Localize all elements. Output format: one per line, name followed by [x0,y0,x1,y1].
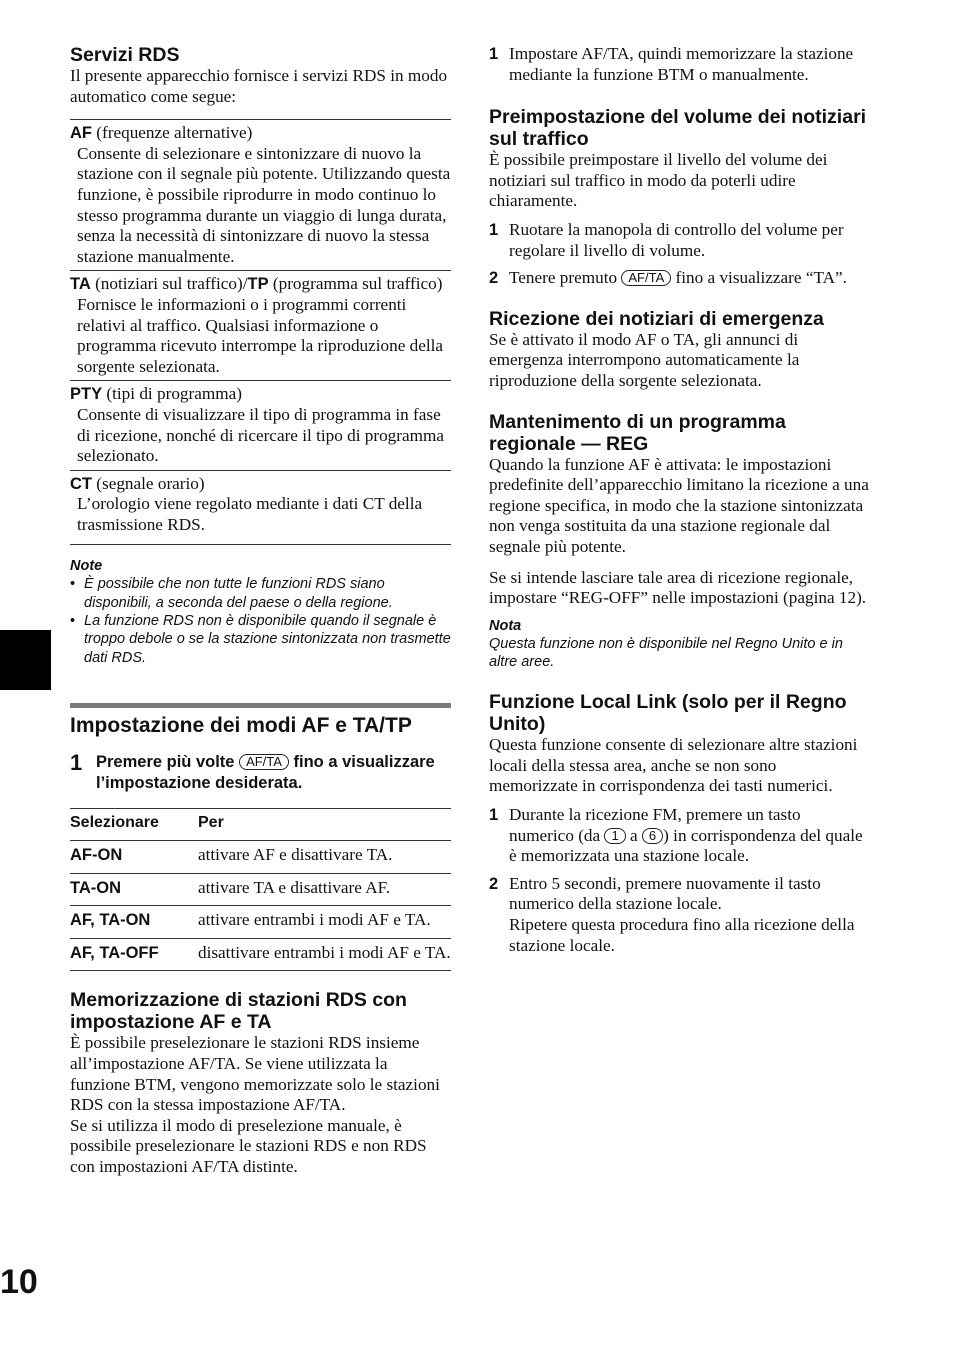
term-af: AF [70,124,92,143]
term-af-rest: (frequenze alternative) [92,123,253,143]
desc-ct: L’orologio viene regolato mediante i dati CT della trasmissione RDS. [77,494,423,534]
mantenimento-p1: Quando la funzione AF è attivata: le impostazioni predefinite dell’apparecchio limitano la ricezione a una regione specifica, in modo che la stazione sintonizzata non venga sostituita da una stazione regionale dal segnale più potente. [489,454,869,556]
note-item: • La funzione RDS non è disponibile quando il segnale è troppo debole o se la stazione sintonizzata non trasmette dati RDS. [70,612,451,667]
preimpostazione-step-2 [489,268,869,289]
section-title-servizi: Servizi RDS [70,44,180,66]
term-ta: TA [70,275,91,294]
section-title-mantenimento: Mantenimento di un programma regionale — REG [489,410,786,455]
servizi-intro: Il presente apparecchio fornisce i servizi RDS in modo automatico come segue: [70,66,448,106]
section-title-preimpostazione: Preimpostazione del volume dei notiziari sul traffico [489,106,867,151]
note-text: Questa funzione non è disponibile nel Regno Unito e in altre aree. [489,635,843,670]
desc-pty: Consente di visualizzare il tipo di programma in fase di ricezione, nonché di ricercare il tipo di programma selezionato. [77,404,444,466]
section-divider [70,703,451,738]
section-title-ricezione: Ricezione dei notiziari di emergenza [489,307,824,330]
term-pty: PTY [70,385,103,404]
step-number: 1 [70,749,83,775]
preimpostazione-step-1 [489,220,869,261]
table-row [70,840,451,873]
memorizzazione-p2: Se si utilizza il modo di preselezione manuale, è possibile preselezionare le stazioni RDS e non RDS con impostazioni AF/TA distinte. [70,1115,427,1176]
term-tp: TP [247,275,269,294]
step-number: 2 [489,269,499,288]
step-text-post: fino a visualizzare l’impostazione desiderata. [96,752,435,792]
af-ta-key: AF/TA [621,270,671,286]
number-key-1: 1 [604,828,625,844]
local-link-intro: Questa funzione consente di selezionare altre stazioni locali della stessa area, anche se non sono memorizzate in corrispondenza dei tasti numerici. [489,735,858,796]
def-ct [70,470,451,546]
settings-table [70,808,451,971]
table-cell: TA-ON [70,873,198,906]
step-text-pre: Premere più volte [96,752,240,771]
term-pty-rest: (tipi di programma) [102,384,242,404]
desc-ta-tp: Fornisce le informazioni o i programmi correnti relativi al traffico. Qualsiasi informazione o programma ricevuto interrompe la riproduzione della sorgente selezionata. [77,294,444,376]
table-cell: AF-ON [70,840,198,873]
step-text [509,874,869,956]
step-text [96,752,451,794]
step-text-post: fino a visualizzare “TA”. [671,268,847,288]
term-ct-rest: (segnale orario) [92,473,205,493]
side-tab-marker [0,630,51,690]
section-title-impostazione: Impostazione dei modi AF e TA/TP [70,713,412,737]
step-text: Impostare AF/TA, quindi memorizzare la stazione mediante la funzione BTM o manualmente. [509,44,854,84]
step-text-post: ) in corrispondenza del quale è memorizzata una stazione locale. [509,825,863,866]
step-text-pre: Tenere premuto [509,268,622,288]
store-step [489,44,869,85]
step-text-main: Entro 5 secondi, premere nuovamente il tasto numerico della stazione locale. [509,873,821,914]
def-pty [70,380,451,466]
impostazione-step [70,749,451,794]
table-cell: attivare TA e disattivare AF. [198,873,451,906]
step-number: 1 [489,45,499,63]
right-column [489,44,869,956]
step-text [509,805,869,867]
def-ta-tp [70,270,451,377]
table-header: Selezionare [70,808,198,840]
af-ta-key: AF/TA [239,754,289,770]
table-header-row [70,808,451,840]
preimpostazione-intro: È possibile preimpostare il livello del volume dei notiziari sul traffico in modo da poterli udire chiaramente. [489,150,828,211]
note-list [70,575,451,666]
term-ct: CT [70,474,92,493]
def-af [70,119,451,267]
page-number: 10 [0,1263,38,1301]
ricezione-text: Se è attivato il modo AF o TA, gli annunci di emergenza interrompono automaticamente la riproduzione della sorgente selezionata. [489,329,800,390]
table-cell: disattivare entrambi i modi AF e TA. [198,938,451,971]
mantenimento-p2: Se si intende lasciare tale area di ricezione regionale, impostare “REG-OFF” nelle impostazioni (pagina 12). [489,567,867,608]
table-row [70,873,451,906]
note-title: Nota [489,617,522,634]
step-text-pre: Durante la ricezione FM, premere un tasto numerico (da [509,805,801,845]
step-text [509,268,869,289]
step-number: 1 [489,220,499,239]
note-item: • È possibile che non tutte le funzioni RDS siano disponibili, a seconda del paese o della regione. [70,575,451,612]
table-row [70,938,451,971]
term-ta-rest: (notiziari sul traffico)/ [90,274,248,294]
number-key-6: 6 [642,828,663,844]
memorizzazione-p1: È possibile preselezionare le stazioni RDS insieme all’impostazione AF/TA. Se viene utilizzata la funzione BTM, vengono memorizzate solo le stazioni RDS con la stessa impostazione AF/TA. [70,1033,440,1115]
step-text-repeat: Ripetere questa procedura fino alla ricezione della stazione locale. [509,915,855,955]
step-text-mid: a [625,825,642,845]
term-tp-rest: (programma sul traffico) [268,274,443,294]
step-text: Ruotare la manopola di controllo del volume per regolare il livello di volume. [509,219,844,260]
table-cell: attivare AF e disattivare TA. [198,840,451,873]
local-link-step-1 [489,805,869,867]
step-number: 2 [489,874,499,893]
section-title-local-link: Funzione Local Link (solo per il Regno Unito) [489,691,847,736]
local-link-step-2 [489,874,869,956]
table-cell: AF, TA-ON [70,906,198,939]
step-number: 1 [489,806,499,825]
note-title: Note [70,558,103,575]
table-cell: attivare entrambi i modi AF e TA. [198,906,451,939]
table-row [70,906,451,939]
table-header: Per [198,808,451,840]
table-cell: AF, TA-OFF [70,938,198,971]
left-column [70,44,451,1177]
section-title-memorizzazione: Memorizzazione di stazioni RDS con impostazione AF e TA [70,989,407,1034]
desc-af: Consente di selezionare e sintonizzare di nuovo la stazione con il segnale più potente. Utilizzando questa funzione, è possibile riprodurre in modo continuo lo stesso programma durante un viaggio di lunga durata, senza la necessità di sintonizzare di nuovo la stessa stazione manualmente. [77,143,451,266]
